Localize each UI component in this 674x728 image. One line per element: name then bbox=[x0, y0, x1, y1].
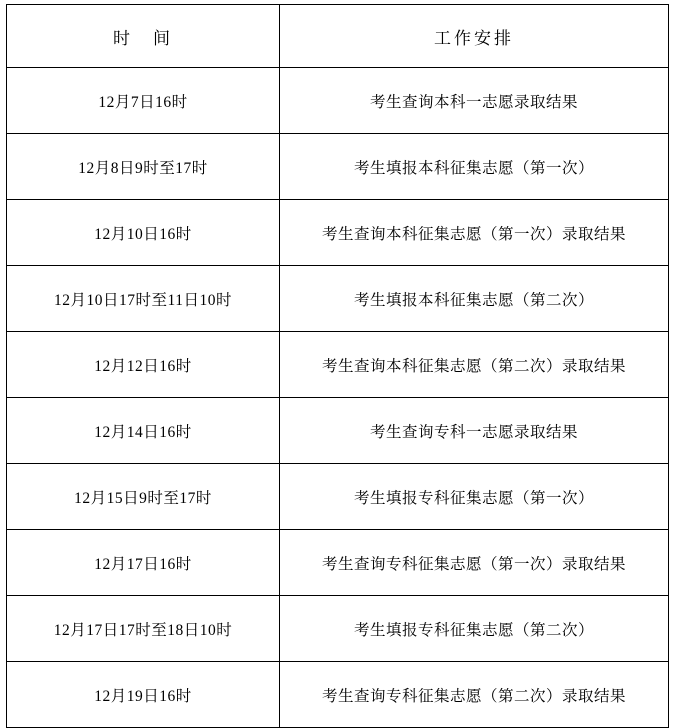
table-row bbox=[7, 266, 669, 332]
table-row bbox=[7, 134, 669, 200]
cell-task: 考生查询专科征集志愿（第一次）录取结果 bbox=[280, 530, 669, 596]
cell-time: 12月15日9时至17时 bbox=[7, 464, 280, 530]
table-row bbox=[7, 398, 669, 464]
column-header-time: 时 间 bbox=[7, 5, 280, 68]
cell-task: 考生查询专科征集志愿（第二次）录取结果 bbox=[280, 662, 669, 728]
cell-time: 12月8日9时至17时 bbox=[7, 134, 280, 200]
table-header bbox=[7, 5, 669, 68]
cell-time: 12月14日16时 bbox=[7, 398, 280, 464]
table-header-row bbox=[7, 5, 669, 68]
cell-time: 12月17日17时至18日10时 bbox=[7, 596, 280, 662]
table-row bbox=[7, 332, 669, 398]
cell-time: 12月7日16时 bbox=[7, 68, 280, 134]
cell-task: 考生查询本科征集志愿（第一次）录取结果 bbox=[280, 200, 669, 266]
table-row bbox=[7, 662, 669, 728]
cell-time: 12月10日16时 bbox=[7, 200, 280, 266]
table-row bbox=[7, 596, 669, 662]
cell-task: 考生填报本科征集志愿（第一次） bbox=[280, 134, 669, 200]
table-row bbox=[7, 200, 669, 266]
table-body bbox=[7, 68, 669, 728]
cell-time: 12月17日16时 bbox=[7, 530, 280, 596]
column-header-task: 工作安排 bbox=[280, 5, 669, 68]
cell-task: 考生填报专科征集志愿（第二次） bbox=[280, 596, 669, 662]
cell-task: 考生填报本科征集志愿（第二次） bbox=[280, 266, 669, 332]
table-row bbox=[7, 530, 669, 596]
cell-task: 考生查询专科一志愿录取结果 bbox=[280, 398, 669, 464]
cell-task: 考生查询本科征集志愿（第二次）录取结果 bbox=[280, 332, 669, 398]
table-row bbox=[7, 464, 669, 530]
table-row bbox=[7, 68, 669, 134]
cell-task: 考生查询本科一志愿录取结果 bbox=[280, 68, 669, 134]
schedule-table bbox=[6, 4, 669, 728]
cell-task: 考生填报专科征集志愿（第一次） bbox=[280, 464, 669, 530]
cell-time: 12月10日17时至11日10时 bbox=[7, 266, 280, 332]
cell-time: 12月19日16时 bbox=[7, 662, 280, 728]
cell-time: 12月12日16时 bbox=[7, 332, 280, 398]
